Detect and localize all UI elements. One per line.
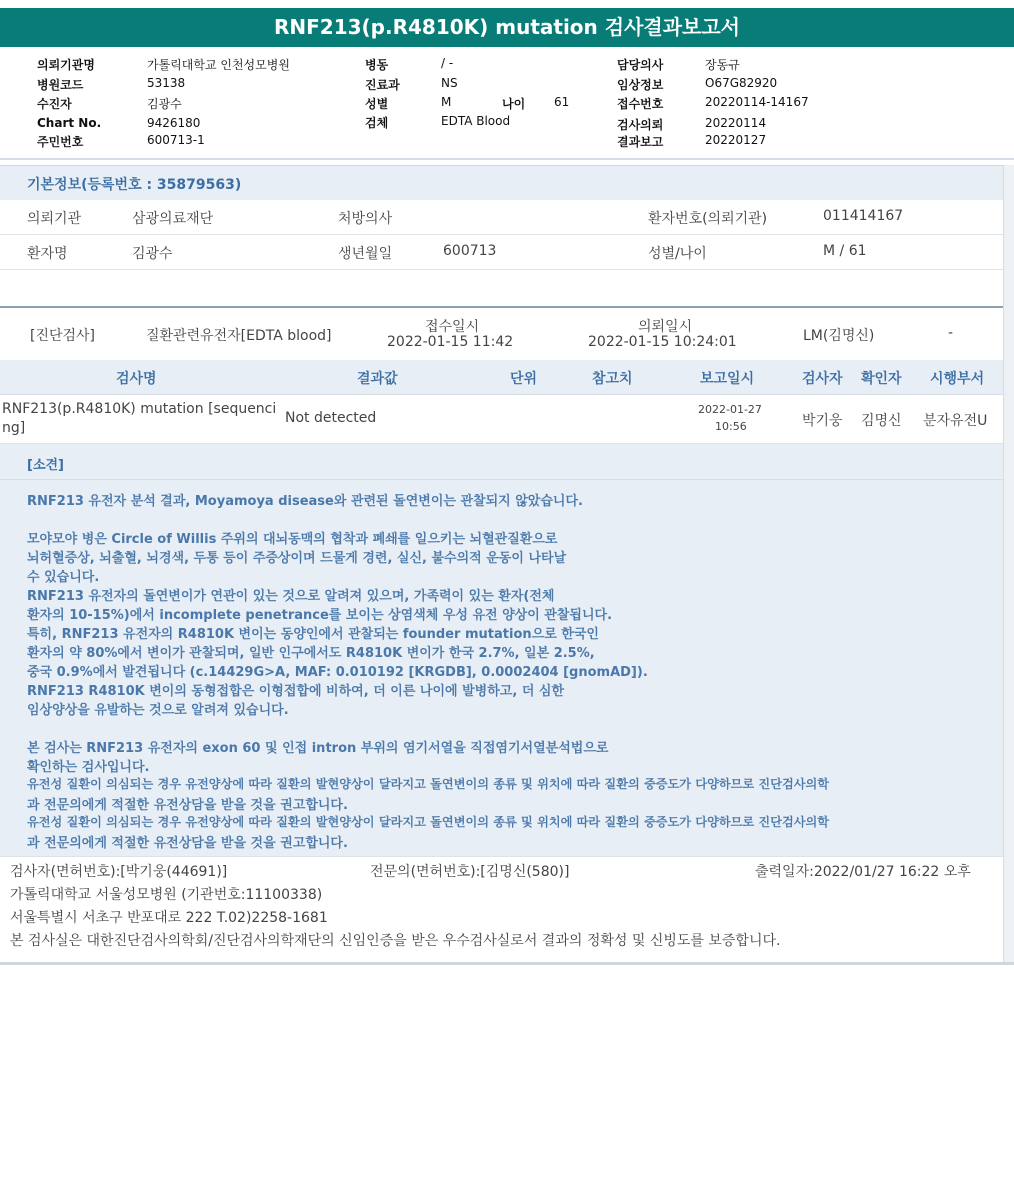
opinion-line: 본 검사는 RNF213 유전자의 exon 60 및 인접 intron 부위의 염기서열을 직접염기서열분석법으로 <box>27 741 609 756</box>
header-value: EDTA Blood <box>441 114 511 128</box>
table-row <box>0 395 1003 444</box>
tester: 박기웅 <box>802 413 843 429</box>
diagnosis-test: 질환관련유전자[EDTA blood] <box>146 328 332 344</box>
footer-tester: 검사자(면허번호):[박기웅(44691)] <box>10 864 228 880</box>
header-label: 병원코드 <box>37 78 84 92</box>
col-header: 검사자 <box>802 371 843 387</box>
header-value: 20220114-14167 <box>705 95 809 109</box>
header-value: 20220114 <box>705 116 767 130</box>
col-header: 시행부서 <box>930 371 985 387</box>
header-label: 접수번호 <box>617 97 664 111</box>
header-value: 600713-1 <box>147 133 205 147</box>
opinion-line: 뇌허혈증상, 뇌출혈, 뇌경색, 두통 등이 주증상이며 드물게 경련, 실신, 불수의적 운동이 나타날 <box>27 551 567 566</box>
opinion-title: [소견] <box>27 458 64 473</box>
header-label: 성별 <box>365 97 389 111</box>
info-label: 의뢰기관 <box>27 211 82 227</box>
department: 분자유전U <box>923 413 988 429</box>
report-date: 2022-01-27 <box>698 403 762 416</box>
basic-info-title-bar <box>0 165 1003 201</box>
opinion-line: 과 전문의에게 적절한 유전상담을 받을 것을 권고합니다. <box>27 836 348 851</box>
opinion-line: 환자의 10-15%)에서 incomplete penetrance를 보이는 상염색체 우성 유전 양상이 관찰됩니다. <box>27 608 613 623</box>
received-datetime: 2022-01-15 11:42 <box>387 334 514 350</box>
header-value: 가톨릭대학교 인천성모병원 <box>147 58 290 72</box>
basic-info-row <box>0 200 1003 235</box>
footer-specialist: 전문의(면허번호):[김명신(580)] <box>370 864 570 880</box>
basic-info-spacer <box>0 270 1003 306</box>
header-label: 수진자 <box>37 97 72 111</box>
opinion-line: RNF213 유전자의 돌연변이가 연관이 있는 것으로 알려져 있으며, 가족력이 있는 환자(전체 <box>27 589 555 604</box>
footer-print-date: 출력일자:2022/01/27 16:22 오후 <box>755 864 971 880</box>
header-label: 검체 <box>365 116 389 130</box>
requested-label: 의뢰일시 <box>638 319 693 335</box>
opinion-body <box>0 480 1003 856</box>
opinion-line: 유전성 질환이 의심되는 경우 유전양상에 따라 질환의 발현양상이 달라지고 돌연변이의 종류 및 위치에 따라 질환의 중증도가 다양하므로 진단검사의학 <box>27 815 830 829</box>
header-value: M <box>441 95 452 109</box>
diagnosis-category: [진단검사] <box>30 328 96 344</box>
info-value: 삼광의료재단 <box>132 211 214 227</box>
report-time: 10:56 <box>715 420 747 433</box>
header-label: 담당의사 <box>617 58 664 72</box>
header-label: Chart No. <box>37 116 102 130</box>
header-label: 검사의뢰 <box>617 118 664 132</box>
opinion-line: 임상양상을 유발하는 것으로 알려져 있습니다. <box>27 703 289 718</box>
basic-info-row <box>0 235 1003 270</box>
col-header: 단위 <box>510 371 538 387</box>
result-value: Not detected <box>285 410 377 426</box>
info-value: 011414167 <box>823 208 904 224</box>
col-header: 참고치 <box>592 371 633 387</box>
confirmer: 김명신 <box>861 413 902 429</box>
info-label: 처방의사 <box>338 211 393 227</box>
info-value: 김광수 <box>132 246 173 262</box>
header-label: 진료과 <box>365 78 400 92</box>
test-name-cont: ng] <box>2 420 26 436</box>
header-label: 의뢰기관명 <box>37 58 95 72</box>
header-label: 결과보고 <box>617 135 664 149</box>
opinion-line: 특히, RNF213 유전자의 R4810K 변이는 동양인에서 관찰되는 founder mutation으로 한국인 <box>27 627 599 642</box>
result-table-header <box>0 360 1003 395</box>
test-name: RNF213(p.R4810K) mutation [sequenci <box>2 401 277 417</box>
col-header: 확인자 <box>861 371 902 387</box>
opinion-line: 중국 0.9%에서 발견됩니다 (c.14429G>A, MAF: 0.010192 [KRGDB], 0.0002404 [gnomAD]). <box>27 665 648 680</box>
vertical-scrollbar[interactable] <box>1003 165 1014 962</box>
opinion-line: 확인하는 검사입니다. <box>27 760 150 775</box>
report-footer <box>0 856 1003 961</box>
opinion-line: RNF213 유전자 분석 결과, Moyamoya disease와 관련된 돌연변이는 관찰되지 않았습니다. <box>27 494 583 509</box>
header-value: NS <box>441 76 458 90</box>
opinion-line: 모야모야 병은 Circle of Willis 주위의 대뇌동맥의 협착과 폐쇄를 일으키는 뇌혈관질환으로 <box>27 532 558 547</box>
diagnosis-extra: - <box>948 325 954 341</box>
header-label: 나이 <box>502 97 526 111</box>
report-title: RNF213(p.R4810K) mutation 검사결과보고서 <box>0 8 1014 47</box>
info-label: 생년월일 <box>338 246 393 262</box>
opinion-line: 유전성 질환이 의심되는 경우 유전양상에 따라 질환의 발현양상이 달라지고 돌연변이의 종류 및 위치에 따라 질환의 중증도가 다양하므로 진단검사의학 <box>27 777 830 791</box>
info-value: M / 61 <box>823 243 867 259</box>
col-header: 결과값 <box>357 371 398 387</box>
col-header: 검사명 <box>116 371 157 387</box>
header-value: 53138 <box>147 76 186 90</box>
bottom-divider <box>0 962 1014 965</box>
diagnosis-row <box>0 308 1003 361</box>
opinion-line: 과 전문의에게 적절한 유전상담을 받을 것을 권고합니다. <box>27 798 348 813</box>
info-value: 600713 <box>443 243 497 259</box>
basic-info-title: 기본정보(등록번호 : 35879563) <box>27 177 242 193</box>
col-header: 보고일시 <box>700 371 755 387</box>
requested-datetime: 2022-01-15 10:24:01 <box>588 334 737 350</box>
header-label: 병동 <box>365 58 389 72</box>
opinion-line: RNF213 R4810K 변이의 동형접합은 이형접합에 비하여, 더 이른 나이에 발병하고, 더 심한 <box>27 684 565 699</box>
lab-name: LM(김명신) <box>803 328 875 344</box>
opinion-line: 수 있습니다. <box>27 570 100 585</box>
footer-certification: 본 검사실은 대한진단검사의학회/진단검사의학재단의 신임인증을 받은 우수검사실로서 결과의 정확성 및 신빙도를 보증합니다. <box>10 933 781 949</box>
info-label: 환자명 <box>27 246 68 262</box>
info-label: 성별/나이 <box>648 246 707 262</box>
header-value: O67G82920 <box>705 76 778 90</box>
footer-hospital: 가톨릭대학교 서울성모병원 (기관번호:11100338) <box>10 887 323 903</box>
header-value: 장동규 <box>705 58 740 72</box>
header-label: 주민번호 <box>37 135 84 149</box>
opinion-title-bar <box>0 444 1003 480</box>
header-value: 김광수 <box>147 97 182 111</box>
header-label: 임상정보 <box>617 78 664 92</box>
info-label: 환자번호(의뢰기관) <box>648 211 768 227</box>
header-value: 20220127 <box>705 133 767 147</box>
footer-address: 서울특별시 서초구 반포대로 222 T.02)2258-1681 <box>10 910 328 926</box>
opinion-line: 환자의 약 80%에서 변이가 관찰되며, 일반 인구에서도 R4810K 변이가 한국 2.7%, 일본 2.5%, <box>27 646 595 661</box>
header-value: 9426180 <box>147 116 201 130</box>
header-value: / - <box>441 56 454 70</box>
header-divider <box>0 158 1014 160</box>
received-label: 접수일시 <box>425 319 480 335</box>
header-value: 61 <box>554 95 570 109</box>
